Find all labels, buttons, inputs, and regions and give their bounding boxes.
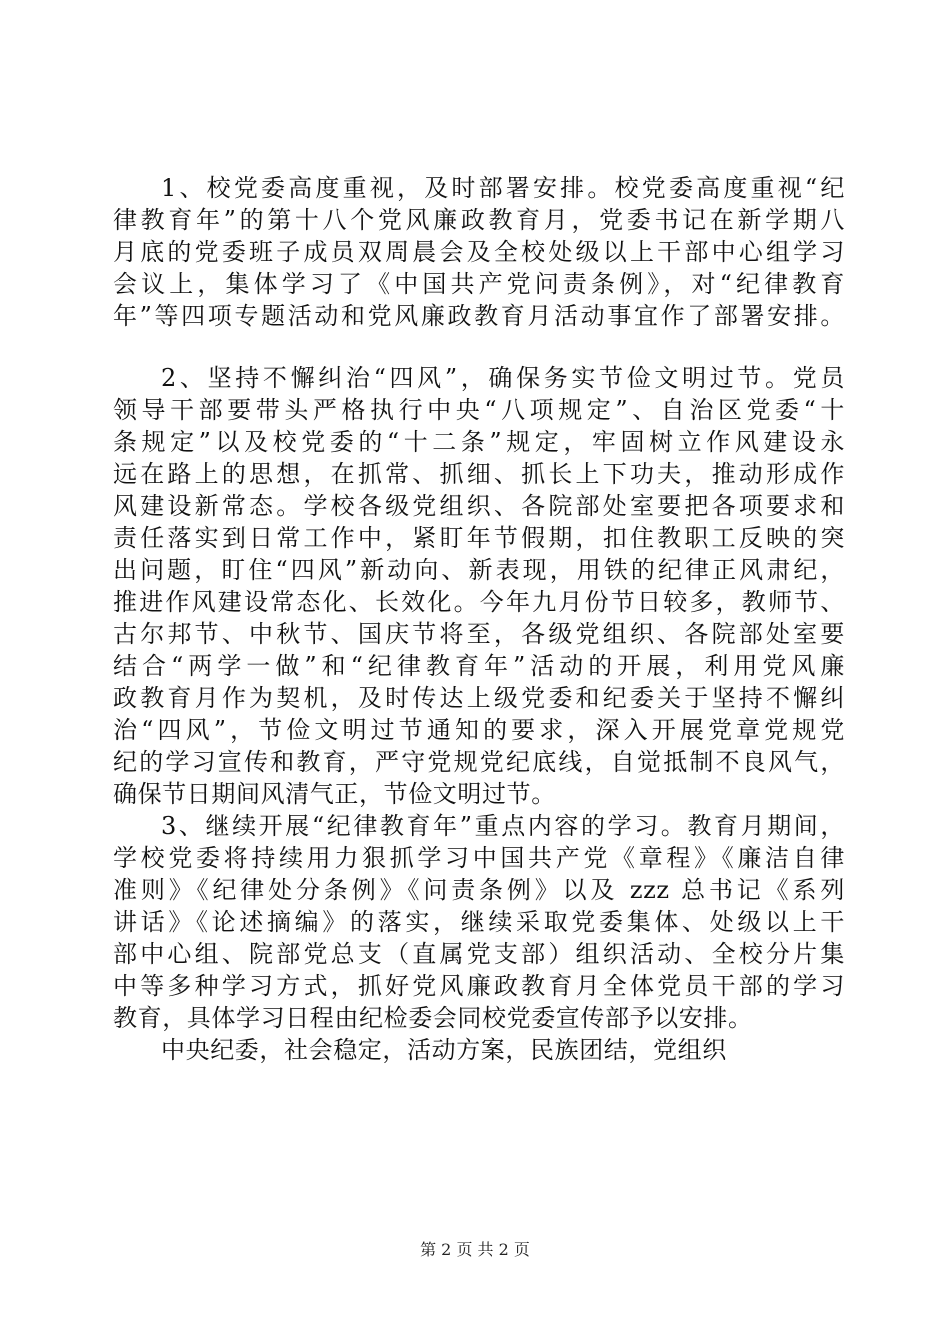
text-line: 结合“两学一做”和“纪律教育年”活动的开展，利用党风廉 [113,652,845,680]
page-number-label: 第 2 页 共 2 页 [420,1240,530,1259]
text-line: 学校党委将持续用力狠抓学习中国共产党《章程》《廉洁自律 [113,844,845,872]
page-footer [0,1240,950,1260]
text-line: 月底的党委班子成员双周晨会及全校处级以上干部中心组学习 [113,238,845,266]
document-body [113,172,845,1066]
text-line: 条规定”以及校党委的“十二条”规定，牢固树立作风建设永 [113,428,845,456]
paragraph-gap [113,332,845,362]
text-line: 会议上，集体学习了《中国共产党问责条例》，对“纪律教育 [113,270,845,298]
text-line: 中央纪委，社会稳定，活动方案，民族团结，党组织 [161,1036,727,1064]
paragraph-1 [113,172,845,332]
text-line: 责任落实到日常工作中，紧盯年节假期，扣住教职工反映的突 [113,524,845,552]
text-line: 教育，具体学习日程由纪检委会同校党委宣传部予以安排。 [113,1004,753,1032]
text-line: 政教育月作为契机，及时传达上级党委和纪委关于坚持不懈纠 [113,684,845,712]
text-line: 3、继续开展“纪律教育年”重点内容的学习。教育月期间， [161,812,845,840]
text-line: 领导干部要带头严格执行中央“八项规定”、自治区党委“十 [113,396,845,424]
text-line: 出问题，盯住“四风”新动向、新表现，用铁的纪律正风肃纪， [113,556,845,584]
text-line: 风建设新常态。学校各级党组织、各院部处室要把各项要求和 [113,492,845,520]
text-line: 年”等四项专题活动和党风廉政教育月活动事宜作了部署安排。 [113,302,845,330]
text-line: 律教育年”的第十八个党风廉政教育月，党委书记在新学期八 [113,206,845,234]
text-line: 2、坚持不懈纠治“四风”，确保务实节俭文明过节。党员 [161,364,845,392]
text-line: 1、校党委高度重视，及时部署安排。校党委高度重视“纪 [161,174,845,202]
text-line: 部中心组、院部党总支（直属党支部）组织活动、全校分片集 [113,940,845,968]
text-line: 治“四风”，节俭文明过节通知的要求，深入开展党章党规党 [113,716,845,744]
text-line: 纪的学习宣传和教育，严守党规党纪底线，自觉抵制不良风气， [113,748,845,776]
text-line: 准则》《纪律处分条例》《问责条例》以及 zzz 总书记《系列 [113,876,845,904]
text-line: 中等多种学习方式，抓好党风廉政教育月全体党员干部的学习 [113,972,845,1000]
text-line: 确保节日期间风清气正，节俭文明过节。 [113,780,556,808]
paragraph-2 [113,362,845,810]
text-line: 讲话》《论述摘编》的落实，继续采取党委集体、处级以上干 [113,908,845,936]
keywords-line [113,1034,845,1066]
paragraph-3 [113,810,845,1034]
text-line: 古尔邦节、中秋节、国庆节将至，各级党组织、各院部处室要 [113,620,845,648]
text-line: 推进作风建设常态化、长效化。今年九月份节日较多，教师节、 [113,588,845,616]
text-line: 远在路上的思想，在抓常、抓细、抓长上下功夫，推动形成作 [113,460,845,488]
